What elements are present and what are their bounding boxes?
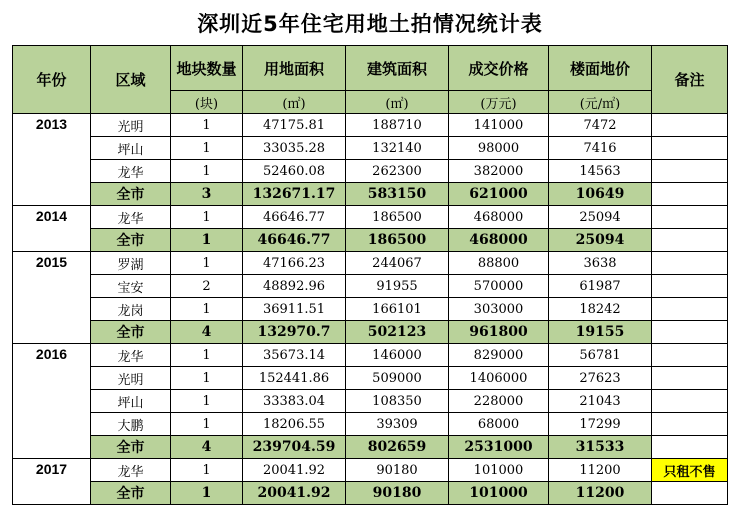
district-cell: 全市 — [91, 183, 171, 206]
district-cell: 龙华 — [91, 344, 171, 367]
price-cell: 88800 — [449, 252, 549, 275]
unit-price-cell: 18242 — [549, 298, 652, 321]
unit-price-cell: 31533 — [549, 436, 652, 459]
header-unit-price: 楼面地价 — [549, 46, 652, 91]
year-cell: 2017 — [13, 459, 91, 505]
land-area-cell: 132970.7 — [243, 321, 346, 344]
note-cell — [652, 137, 728, 160]
total-row — [13, 482, 728, 505]
table-row — [13, 275, 728, 298]
unit-count: (块) — [171, 91, 243, 114]
build-area-cell: 146000 — [346, 344, 449, 367]
note-cell — [652, 229, 728, 252]
build-area-cell: 132140 — [346, 137, 449, 160]
count-cell: 1 — [171, 206, 243, 229]
district-cell: 光明 — [91, 114, 171, 137]
header-note: 备注 — [652, 46, 728, 114]
build-area-cell: 502123 — [346, 321, 449, 344]
land-area-cell: 132671.17 — [243, 183, 346, 206]
table-row — [13, 344, 728, 367]
unit-price-cell: 61987 — [549, 275, 652, 298]
note-cell — [652, 160, 728, 183]
unit-price-cell: 21043 — [549, 390, 652, 413]
year-cell: 2013 — [13, 114, 91, 206]
price-cell: 1406000 — [449, 367, 549, 390]
table-row — [13, 390, 728, 413]
note-cell — [652, 436, 728, 459]
unit-price-cell: 25094 — [549, 206, 652, 229]
note-cell — [652, 413, 728, 436]
count-cell: 2 — [171, 275, 243, 298]
unit-price-cell: 19155 — [549, 321, 652, 344]
price-cell: 468000 — [449, 229, 549, 252]
price-cell: 382000 — [449, 160, 549, 183]
page-title: 深圳近5年住宅用地土拍情况统计表 — [197, 12, 543, 36]
build-area-cell: 90180 — [346, 459, 449, 482]
table-row — [13, 114, 728, 137]
district-cell: 大鹏 — [91, 413, 171, 436]
land-area-cell: 48892.96 — [243, 275, 346, 298]
price-cell: 961800 — [449, 321, 549, 344]
land-area-cell: 46646.77 — [243, 206, 346, 229]
table-row — [13, 252, 728, 275]
year-cell: 2014 — [13, 206, 91, 252]
price-cell: 98000 — [449, 137, 549, 160]
year-cell: 2016 — [13, 344, 91, 459]
district-cell: 罗湖 — [91, 252, 171, 275]
count-cell: 1 — [171, 367, 243, 390]
note-cell — [652, 390, 728, 413]
land-area-cell: 33035.28 — [243, 137, 346, 160]
count-cell: 1 — [171, 413, 243, 436]
unit-price-cell: 11200 — [549, 482, 652, 505]
price-cell: 303000 — [449, 298, 549, 321]
table-body — [13, 114, 728, 505]
land-area-cell: 33383.04 — [243, 390, 346, 413]
unit-unit-price: (元/㎡) — [549, 91, 652, 114]
count-cell: 1 — [171, 160, 243, 183]
total-row — [13, 229, 728, 252]
table-row — [13, 160, 728, 183]
price-cell: 468000 — [449, 206, 549, 229]
land-area-cell: 20041.92 — [243, 482, 346, 505]
unit-build-area: (㎡) — [346, 91, 449, 114]
note-cell — [652, 367, 728, 390]
build-area-cell: 583150 — [346, 183, 449, 206]
total-row — [13, 436, 728, 459]
unit-price-cell: 17299 — [549, 413, 652, 436]
note-cell — [652, 275, 728, 298]
total-row — [13, 183, 728, 206]
district-cell: 宝安 — [91, 275, 171, 298]
district-cell: 光明 — [91, 367, 171, 390]
count-cell: 1 — [171, 298, 243, 321]
header-year: 年份 — [13, 46, 91, 114]
land-area-cell: 152441.86 — [243, 367, 346, 390]
year-cell: 2015 — [13, 252, 91, 344]
district-cell: 龙华 — [91, 206, 171, 229]
count-cell: 1 — [171, 482, 243, 505]
district-cell: 全市 — [91, 482, 171, 505]
count-cell: 1 — [171, 229, 243, 252]
count-cell: 1 — [171, 390, 243, 413]
count-cell: 1 — [171, 137, 243, 160]
total-row — [13, 321, 728, 344]
price-cell: 228000 — [449, 390, 549, 413]
unit-price-cell: 14563 — [549, 160, 652, 183]
price-cell: 829000 — [449, 344, 549, 367]
price-cell: 141000 — [449, 114, 549, 137]
build-area-cell: 166101 — [346, 298, 449, 321]
district-cell: 龙岗 — [91, 298, 171, 321]
note-cell — [652, 321, 728, 344]
build-area-cell: 186500 — [346, 206, 449, 229]
unit-price-cell: 10649 — [549, 183, 652, 206]
note-cell — [652, 183, 728, 206]
note-cell — [652, 482, 728, 505]
count-cell: 1 — [171, 459, 243, 482]
price-cell: 101000 — [449, 482, 549, 505]
table-row — [13, 298, 728, 321]
build-area-cell: 39309 — [346, 413, 449, 436]
header-count: 地块数量 — [171, 46, 243, 91]
note-cell — [652, 114, 728, 137]
unit-land-area: (㎡) — [243, 91, 346, 114]
build-area-cell: 188710 — [346, 114, 449, 137]
district-cell: 全市 — [91, 321, 171, 344]
build-area-cell: 91955 — [346, 275, 449, 298]
unit-price-cell: 3638 — [549, 252, 652, 275]
price-cell: 68000 — [449, 413, 549, 436]
build-area-cell: 90180 — [346, 482, 449, 505]
unit-price-cell: 56781 — [549, 344, 652, 367]
land-area-cell: 47175.81 — [243, 114, 346, 137]
district-cell: 龙华 — [91, 160, 171, 183]
price-cell: 2531000 — [449, 436, 549, 459]
land-area-cell: 47166.23 — [243, 252, 346, 275]
table-row — [13, 206, 728, 229]
unit-price-cell: 7472 — [549, 114, 652, 137]
land-area-cell: 52460.08 — [243, 160, 346, 183]
header-build-area: 建筑面积 — [346, 46, 449, 91]
price-cell: 621000 — [449, 183, 549, 206]
note-cell — [652, 298, 728, 321]
build-area-cell: 108350 — [346, 390, 449, 413]
table-row — [13, 367, 728, 390]
land-auction-table — [12, 45, 728, 505]
unit-price-cell: 11200 — [549, 459, 652, 482]
header-price: 成交价格 — [449, 46, 549, 91]
price-cell: 570000 — [449, 275, 549, 298]
price-cell: 101000 — [449, 459, 549, 482]
count-cell: 4 — [171, 321, 243, 344]
note-cell: 只租不售 — [652, 459, 728, 482]
table-row — [13, 459, 728, 482]
build-area-cell: 244067 — [346, 252, 449, 275]
build-area-cell: 509000 — [346, 367, 449, 390]
unit-price-cell: 27623 — [549, 367, 652, 390]
land-area-cell: 36911.51 — [243, 298, 346, 321]
count-cell: 1 — [171, 344, 243, 367]
district-cell: 龙华 — [91, 459, 171, 482]
land-area-cell: 18206.55 — [243, 413, 346, 436]
district-cell: 全市 — [91, 229, 171, 252]
land-area-cell: 239704.59 — [243, 436, 346, 459]
land-area-cell: 46646.77 — [243, 229, 346, 252]
land-area-cell: 35673.14 — [243, 344, 346, 367]
district-cell: 全市 — [91, 436, 171, 459]
unit-price: (万元) — [449, 91, 549, 114]
unit-price-cell: 7416 — [549, 137, 652, 160]
count-cell: 1 — [171, 114, 243, 137]
district-cell: 坪山 — [91, 137, 171, 160]
build-area-cell: 262300 — [346, 160, 449, 183]
note-cell — [652, 344, 728, 367]
header-land-area: 用地面积 — [243, 46, 346, 91]
count-cell: 4 — [171, 436, 243, 459]
note-cell — [652, 252, 728, 275]
unit-price-cell: 25094 — [549, 229, 652, 252]
count-cell: 1 — [171, 252, 243, 275]
note-cell — [652, 206, 728, 229]
build-area-cell: 186500 — [346, 229, 449, 252]
header-district: 区域 — [91, 46, 171, 114]
build-area-cell: 802659 — [346, 436, 449, 459]
district-cell: 坪山 — [91, 390, 171, 413]
table-row — [13, 413, 728, 436]
land-area-cell: 20041.92 — [243, 459, 346, 482]
count-cell: 3 — [171, 183, 243, 206]
table-row — [13, 137, 728, 160]
header-row — [13, 46, 728, 91]
